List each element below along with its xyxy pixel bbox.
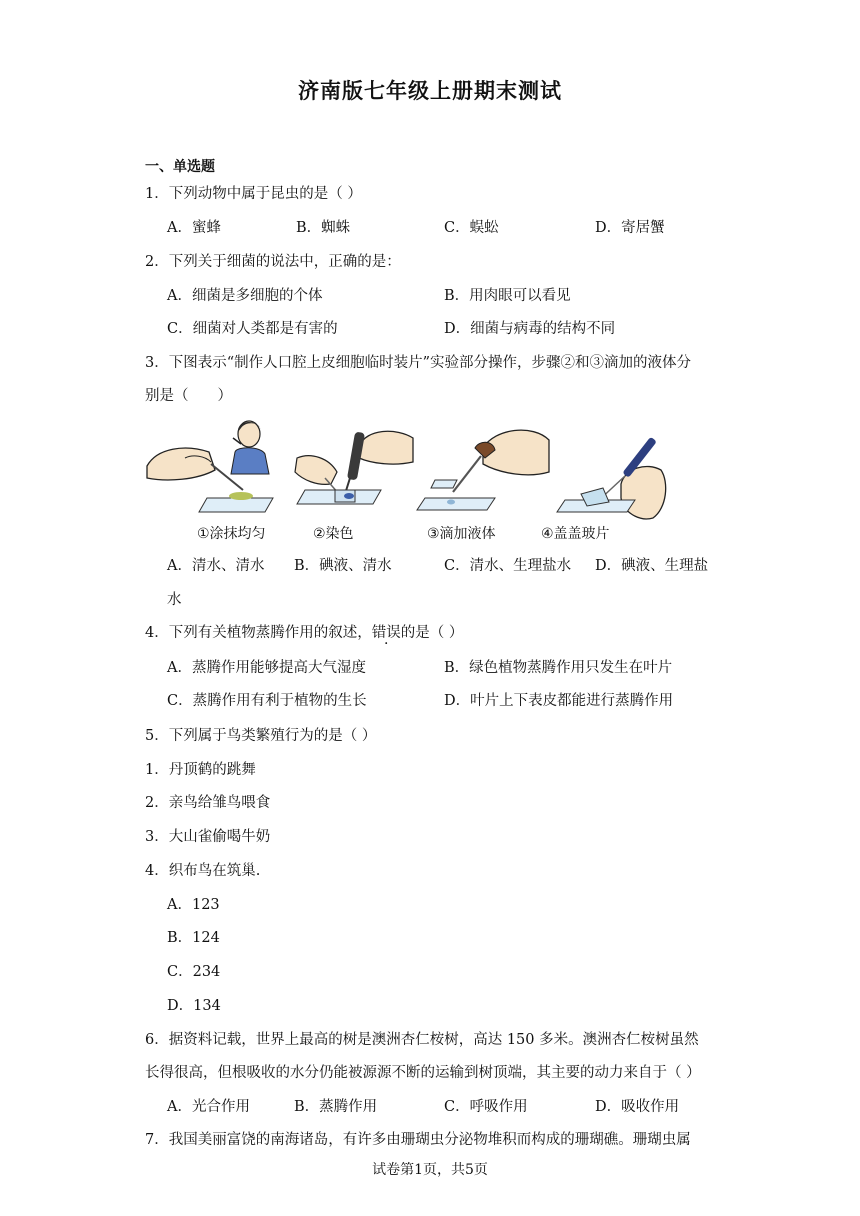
q3-option-d: D．碘液、生理盐 bbox=[595, 558, 709, 574]
step4-label: ④盖盖玻片 bbox=[541, 526, 610, 542]
step2-label: ②染色 bbox=[313, 526, 354, 542]
q2-option-a: A．细菌是多细胞的个体 bbox=[167, 288, 323, 304]
page-footer: 试卷第1页，共5页 bbox=[372, 1162, 488, 1178]
q1-option-d: D．寄居蟹 bbox=[595, 220, 665, 236]
section-heading: 一、单选题 bbox=[145, 159, 215, 175]
q5-option-a: A．123 bbox=[167, 897, 220, 913]
q4-stem-after: 的是（ ） bbox=[400, 625, 464, 641]
q3-option-a: A．清水、清水 bbox=[167, 558, 265, 574]
q4-option-b: B．绿色植物蒸腾作用只发生在叶片 bbox=[444, 660, 673, 676]
q6-option-a: A．光合作用 bbox=[167, 1099, 250, 1115]
q2-option-b: B．用肉眼可以看见 bbox=[444, 288, 571, 304]
q5-option-c: C．234 bbox=[167, 964, 221, 980]
q4-option-c: C．蒸腾作用有利于植物的生长 bbox=[167, 693, 367, 709]
q4-option-a: A．蒸腾作用能够提高大气湿度 bbox=[167, 660, 366, 676]
question-3-stem-line2: 别是（ ） bbox=[145, 388, 232, 404]
q1-option-c: C．蜈蚣 bbox=[444, 220, 499, 236]
q5-option-d: D．134 bbox=[167, 998, 221, 1014]
q5-item-2: 2．亲鸟给雏鸟喂食 bbox=[145, 795, 271, 811]
q3-option-c: C．清水、生理盐水 bbox=[444, 558, 572, 574]
step2-illustration bbox=[295, 431, 413, 504]
q1-option-a: A．蜜蜂 bbox=[167, 220, 221, 236]
q4-stem-emphasis: 错误 bbox=[371, 625, 401, 641]
q4-option-d: D．叶片上下表皮都能进行蒸腾作用 bbox=[444, 693, 674, 709]
q3-option-d-wrap: 水 bbox=[167, 592, 182, 608]
step3-label: ③滴加液体 bbox=[427, 526, 496, 542]
q6-option-d: D．吸收作用 bbox=[595, 1099, 680, 1115]
q5-option-b: B．124 bbox=[167, 930, 220, 946]
step4-illustration bbox=[557, 437, 666, 519]
question-5-stem: 5．下列属于鸟类繁殖行为的是（ ） bbox=[145, 728, 377, 744]
step1-label: ①涂抹均匀 bbox=[197, 526, 266, 542]
step1-illustration bbox=[147, 421, 273, 512]
page-title: 济南版七年级上册期末测试 bbox=[298, 78, 562, 103]
q6-option-c: C．呼吸作用 bbox=[444, 1099, 528, 1115]
question-6-stem-line1: 6．据资料记载，世界上最高的树是澳洲杏仁桉树，高达 150 多米。澳洲杏仁桉树虽然 bbox=[145, 1032, 699, 1048]
q2-option-d: D．细菌与病毒的结构不同 bbox=[444, 321, 616, 337]
question-6-stem-line2: 长得很高，但根吸收的水分仍能被源源不断的运输到树顶端，其主要的动力来自于（ ） bbox=[145, 1065, 701, 1081]
experiment-steps-figure bbox=[145, 418, 715, 546]
question-7-stem-line1: 7．我国美丽富饶的南海诸岛，有许多由珊瑚虫分泌物堆积而构成的珊瑚礁。珊瑚虫属 bbox=[145, 1132, 691, 1148]
question-3-stem-line1: 3．下图表示“制作人口腔上皮细胞临时装片”实验部分操作，步骤②和③滴加的液体分 bbox=[145, 355, 692, 371]
question-2-stem: 2．下列关于细菌的说法中，正确的是： bbox=[145, 254, 401, 270]
question-4-stem bbox=[145, 625, 463, 642]
q5-item-1: 1．丹顶鹤的跳舞 bbox=[145, 762, 256, 778]
q3-option-b: B．碘液、清水 bbox=[294, 558, 392, 574]
q5-item-3: 3．大山雀偷喝牛奶 bbox=[145, 829, 271, 845]
step3-illustration bbox=[417, 430, 549, 510]
q5-item-4: 4．织布鸟在筑巢. bbox=[145, 863, 261, 879]
question-1-stem: 1．下列动物中属于昆虫的是（ ） bbox=[145, 186, 362, 202]
q4-stem-before: 4．下列有关植物蒸腾作用的叙述， bbox=[145, 625, 372, 641]
q1-option-b: B．蜘蛛 bbox=[296, 220, 351, 236]
q6-option-b: B．蒸腾作用 bbox=[294, 1099, 378, 1115]
q2-option-c: C．细菌对人类都是有害的 bbox=[167, 321, 338, 337]
